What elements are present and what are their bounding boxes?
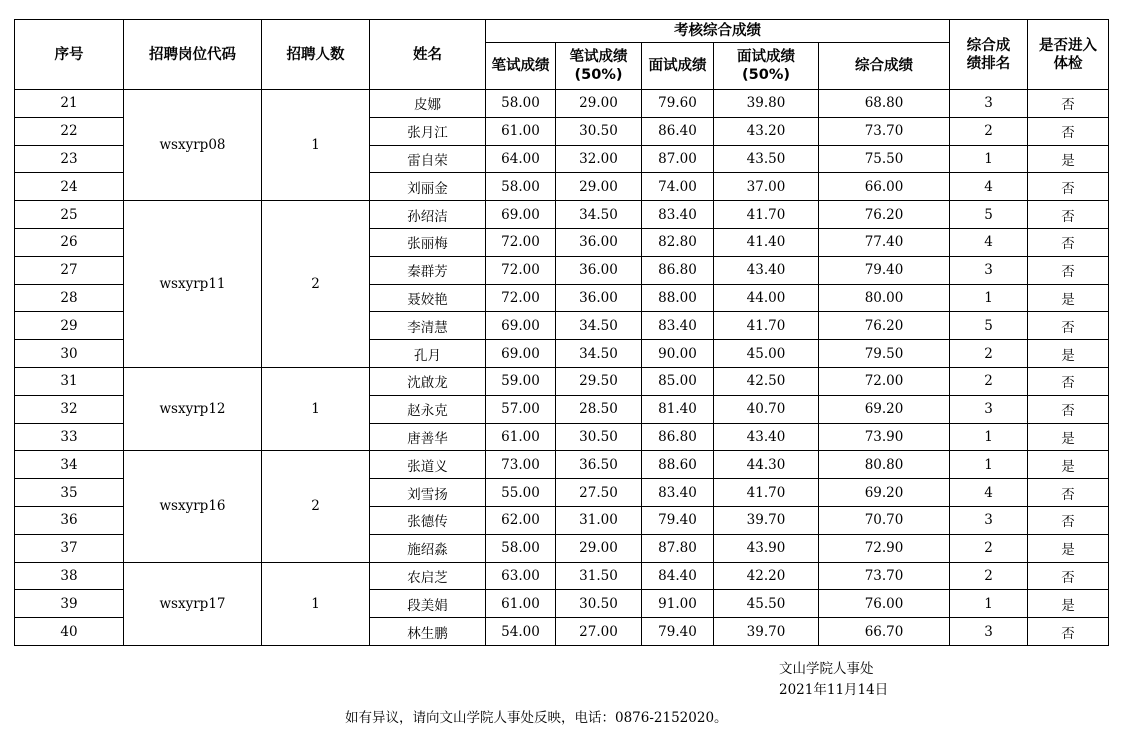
seq-cell: 38 <box>15 562 124 590</box>
written-cell: 73.00 <box>486 451 556 479</box>
header-physical-exam: 是否进入体检 <box>1028 20 1109 90</box>
header-interview-50: 面试成绩(50%) <box>714 43 819 90</box>
num-hires-cell: 1 <box>262 90 370 201</box>
position-code-cell: wsxyrp17 <box>124 562 262 645</box>
interview-cell: 83.40 <box>642 312 714 340</box>
name-cell: 聂姣艳 <box>370 284 486 312</box>
interview-50-cell: 43.40 <box>714 256 819 284</box>
composite-cell: 72.00 <box>819 367 950 395</box>
num-hires-cell: 2 <box>262 201 370 368</box>
seq-cell: 34 <box>15 451 124 479</box>
physical-exam-cell: 否 <box>1028 312 1109 340</box>
rank-cell: 2 <box>950 534 1028 562</box>
header-assessment-group: 考核综合成绩 <box>486 20 950 43</box>
written-50-cell: 31.50 <box>556 562 642 590</box>
position-code-cell: wsxyrp16 <box>124 451 262 562</box>
written-cell: 54.00 <box>486 618 556 646</box>
interview-cell: 83.40 <box>642 479 714 507</box>
footer-office: 文山学院人事处 <box>779 661 874 677</box>
rank-cell: 3 <box>950 90 1028 118</box>
seq-cell: 23 <box>15 145 124 173</box>
composite-cell: 80.80 <box>819 451 950 479</box>
interview-cell: 83.40 <box>642 201 714 229</box>
physical-exam-cell: 否 <box>1028 228 1109 256</box>
interview-50-cell: 43.40 <box>714 423 819 451</box>
physical-exam-cell: 是 <box>1028 340 1109 368</box>
physical-exam-cell: 是 <box>1028 423 1109 451</box>
physical-exam-cell: 是 <box>1028 284 1109 312</box>
name-cell: 张月江 <box>370 117 486 145</box>
footer-date: 2021年11月14日 <box>779 682 889 698</box>
name-cell: 李清慧 <box>370 312 486 340</box>
interview-cell: 79.40 <box>642 506 714 534</box>
header-num-hires: 招聘人数 <box>262 20 370 90</box>
name-cell: 张德传 <box>370 506 486 534</box>
physical-exam-cell: 否 <box>1028 367 1109 395</box>
physical-exam-cell: 是 <box>1028 590 1109 618</box>
interview-50-cell: 43.20 <box>714 117 819 145</box>
composite-cell: 79.50 <box>819 340 950 368</box>
position-code-cell: wsxyrp11 <box>124 201 262 368</box>
header-composite: 综合成绩 <box>819 43 950 90</box>
interview-cell: 86.80 <box>642 256 714 284</box>
seq-cell: 21 <box>15 90 124 118</box>
interview-cell: 84.40 <box>642 562 714 590</box>
interview-50-cell: 45.50 <box>714 590 819 618</box>
interview-cell: 86.80 <box>642 423 714 451</box>
name-cell: 林生鹏 <box>370 618 486 646</box>
interview-cell: 88.00 <box>642 284 714 312</box>
composite-cell: 70.70 <box>819 506 950 534</box>
interview-50-cell: 42.50 <box>714 367 819 395</box>
interview-cell: 88.60 <box>642 451 714 479</box>
header-position-code: 招聘岗位代码 <box>124 20 262 90</box>
interview-cell: 79.40 <box>642 618 714 646</box>
table-row <box>15 201 1109 229</box>
written-50-cell: 30.50 <box>556 590 642 618</box>
position-code-cell: wsxyrp08 <box>124 90 262 201</box>
rank-cell: 1 <box>950 284 1028 312</box>
written-50-cell: 36.50 <box>556 451 642 479</box>
interview-50-cell: 45.00 <box>714 340 819 368</box>
interview-50-cell: 40.70 <box>714 395 819 423</box>
composite-cell: 76.20 <box>819 201 950 229</box>
interview-cell: 87.00 <box>642 145 714 173</box>
composite-cell: 73.70 <box>819 117 950 145</box>
composite-cell: 72.90 <box>819 534 950 562</box>
written-cell: 59.00 <box>486 367 556 395</box>
written-cell: 58.00 <box>486 90 556 118</box>
name-cell: 刘丽金 <box>370 173 486 201</box>
written-cell: 64.00 <box>486 145 556 173</box>
interview-50-cell: 43.50 <box>714 145 819 173</box>
written-cell: 58.00 <box>486 534 556 562</box>
physical-exam-cell: 否 <box>1028 562 1109 590</box>
name-cell: 孔月 <box>370 340 486 368</box>
table-body <box>15 90 1109 646</box>
rank-cell: 2 <box>950 562 1028 590</box>
seq-cell: 26 <box>15 228 124 256</box>
written-50-cell: 29.00 <box>556 534 642 562</box>
table-row <box>15 562 1109 590</box>
table-row <box>15 90 1109 118</box>
seq-cell: 30 <box>15 340 124 368</box>
num-hires-cell: 1 <box>262 367 370 450</box>
rank-cell: 3 <box>950 256 1028 284</box>
seq-cell: 40 <box>15 618 124 646</box>
written-cell: 69.00 <box>486 201 556 229</box>
interview-cell: 79.60 <box>642 90 714 118</box>
physical-exam-cell: 否 <box>1028 479 1109 507</box>
written-cell: 61.00 <box>486 423 556 451</box>
interview-50-cell: 41.40 <box>714 228 819 256</box>
physical-exam-cell: 否 <box>1028 173 1109 201</box>
written-cell: 61.00 <box>486 590 556 618</box>
rank-cell: 4 <box>950 173 1028 201</box>
written-50-cell: 36.00 <box>556 284 642 312</box>
rank-cell: 1 <box>950 451 1028 479</box>
composite-cell: 69.20 <box>819 479 950 507</box>
written-cell: 69.00 <box>486 340 556 368</box>
composite-cell: 80.00 <box>819 284 950 312</box>
header-seq: 序号 <box>15 20 124 90</box>
composite-cell: 79.40 <box>819 256 950 284</box>
name-cell: 施绍淼 <box>370 534 486 562</box>
table-row <box>15 367 1109 395</box>
written-50-cell: 30.50 <box>556 117 642 145</box>
name-cell: 皮娜 <box>370 90 486 118</box>
name-cell: 张道义 <box>370 451 486 479</box>
name-cell: 刘雪扬 <box>370 479 486 507</box>
seq-cell: 37 <box>15 534 124 562</box>
interview-50-cell: 39.70 <box>714 506 819 534</box>
written-50-cell: 34.50 <box>556 201 642 229</box>
seq-cell: 25 <box>15 201 124 229</box>
rank-cell: 2 <box>950 117 1028 145</box>
written-50-cell: 30.50 <box>556 423 642 451</box>
rank-cell: 1 <box>950 590 1028 618</box>
written-50-cell: 34.50 <box>556 312 642 340</box>
seq-cell: 35 <box>15 479 124 507</box>
written-50-cell: 27.00 <box>556 618 642 646</box>
rank-cell: 3 <box>950 506 1028 534</box>
footer-contact: 如有异议，请向文山学院人事处反映，电话：0876-2152020。 <box>345 710 728 726</box>
interview-cell: 86.40 <box>642 117 714 145</box>
header-rank: 综合成绩排名 <box>950 20 1028 90</box>
composite-cell: 73.90 <box>819 423 950 451</box>
written-cell: 58.00 <box>486 173 556 201</box>
seq-cell: 39 <box>15 590 124 618</box>
composite-cell: 66.70 <box>819 618 950 646</box>
interview-50-cell: 41.70 <box>714 201 819 229</box>
name-cell: 农启芝 <box>370 562 486 590</box>
interview-50-cell: 39.80 <box>714 90 819 118</box>
rank-cell: 2 <box>950 367 1028 395</box>
interview-cell: 90.00 <box>642 340 714 368</box>
physical-exam-cell: 是 <box>1028 451 1109 479</box>
physical-exam-cell: 否 <box>1028 90 1109 118</box>
rank-cell: 5 <box>950 312 1028 340</box>
header-name: 姓名 <box>370 20 486 90</box>
num-hires-cell: 1 <box>262 562 370 645</box>
name-cell: 孙绍洁 <box>370 201 486 229</box>
composite-cell: 75.50 <box>819 145 950 173</box>
written-50-cell: 34.50 <box>556 340 642 368</box>
interview-50-cell: 37.00 <box>714 173 819 201</box>
written-50-cell: 29.50 <box>556 367 642 395</box>
written-cell: 72.00 <box>486 284 556 312</box>
interview-50-cell: 39.70 <box>714 618 819 646</box>
written-50-cell: 32.00 <box>556 145 642 173</box>
rank-cell: 4 <box>950 479 1028 507</box>
interview-50-cell: 41.70 <box>714 312 819 340</box>
name-cell: 张丽梅 <box>370 228 486 256</box>
physical-exam-cell: 否 <box>1028 256 1109 284</box>
interview-cell: 82.80 <box>642 228 714 256</box>
written-cell: 72.00 <box>486 228 556 256</box>
written-50-cell: 27.50 <box>556 479 642 507</box>
name-cell: 雷自荣 <box>370 145 486 173</box>
written-50-cell: 31.00 <box>556 506 642 534</box>
rank-cell: 2 <box>950 340 1028 368</box>
written-cell: 57.00 <box>486 395 556 423</box>
seq-cell: 27 <box>15 256 124 284</box>
composite-cell: 66.00 <box>819 173 950 201</box>
rank-cell: 3 <box>950 395 1028 423</box>
name-cell: 赵永克 <box>370 395 486 423</box>
written-50-cell: 28.50 <box>556 395 642 423</box>
position-code-cell: wsxyrp12 <box>124 367 262 450</box>
physical-exam-cell: 否 <box>1028 395 1109 423</box>
rank-cell: 4 <box>950 228 1028 256</box>
seq-cell: 32 <box>15 395 124 423</box>
interview-cell: 74.00 <box>642 173 714 201</box>
physical-exam-cell: 否 <box>1028 506 1109 534</box>
seq-cell: 24 <box>15 173 124 201</box>
written-cell: 63.00 <box>486 562 556 590</box>
written-50-cell: 29.00 <box>556 173 642 201</box>
written-50-cell: 29.00 <box>556 90 642 118</box>
results-table <box>14 19 1109 646</box>
rank-cell: 1 <box>950 145 1028 173</box>
written-cell: 55.00 <box>486 479 556 507</box>
written-cell: 69.00 <box>486 312 556 340</box>
interview-cell: 81.40 <box>642 395 714 423</box>
interview-cell: 85.00 <box>642 367 714 395</box>
interview-50-cell: 44.00 <box>714 284 819 312</box>
seq-cell: 31 <box>15 367 124 395</box>
interview-50-cell: 42.20 <box>714 562 819 590</box>
interview-cell: 87.80 <box>642 534 714 562</box>
name-cell: 秦群芳 <box>370 256 486 284</box>
interview-50-cell: 44.30 <box>714 451 819 479</box>
written-cell: 61.00 <box>486 117 556 145</box>
seq-cell: 22 <box>15 117 124 145</box>
name-cell: 段美娟 <box>370 590 486 618</box>
physical-exam-cell: 否 <box>1028 618 1109 646</box>
rank-cell: 1 <box>950 423 1028 451</box>
composite-cell: 69.20 <box>819 395 950 423</box>
composite-cell: 77.40 <box>819 228 950 256</box>
header-interview: 面试成绩 <box>642 43 714 90</box>
interview-50-cell: 43.90 <box>714 534 819 562</box>
written-cell: 72.00 <box>486 256 556 284</box>
physical-exam-cell: 是 <box>1028 534 1109 562</box>
physical-exam-cell: 是 <box>1028 145 1109 173</box>
composite-cell: 68.80 <box>819 90 950 118</box>
interview-50-cell: 41.70 <box>714 479 819 507</box>
seq-cell: 28 <box>15 284 124 312</box>
name-cell: 唐善华 <box>370 423 486 451</box>
written-50-cell: 36.00 <box>556 256 642 284</box>
interview-cell: 91.00 <box>642 590 714 618</box>
seq-cell: 36 <box>15 506 124 534</box>
seq-cell: 33 <box>15 423 124 451</box>
header-written-50: 笔试成绩(50%) <box>556 43 642 90</box>
composite-cell: 76.20 <box>819 312 950 340</box>
name-cell: 沈啟龙 <box>370 367 486 395</box>
composite-cell: 73.70 <box>819 562 950 590</box>
seq-cell: 29 <box>15 312 124 340</box>
physical-exam-cell: 否 <box>1028 201 1109 229</box>
written-50-cell: 36.00 <box>556 228 642 256</box>
table-row <box>15 451 1109 479</box>
written-cell: 62.00 <box>486 506 556 534</box>
composite-cell: 76.00 <box>819 590 950 618</box>
rank-cell: 3 <box>950 618 1028 646</box>
physical-exam-cell: 否 <box>1028 117 1109 145</box>
header-written: 笔试成绩 <box>486 43 556 90</box>
rank-cell: 5 <box>950 201 1028 229</box>
num-hires-cell: 2 <box>262 451 370 562</box>
